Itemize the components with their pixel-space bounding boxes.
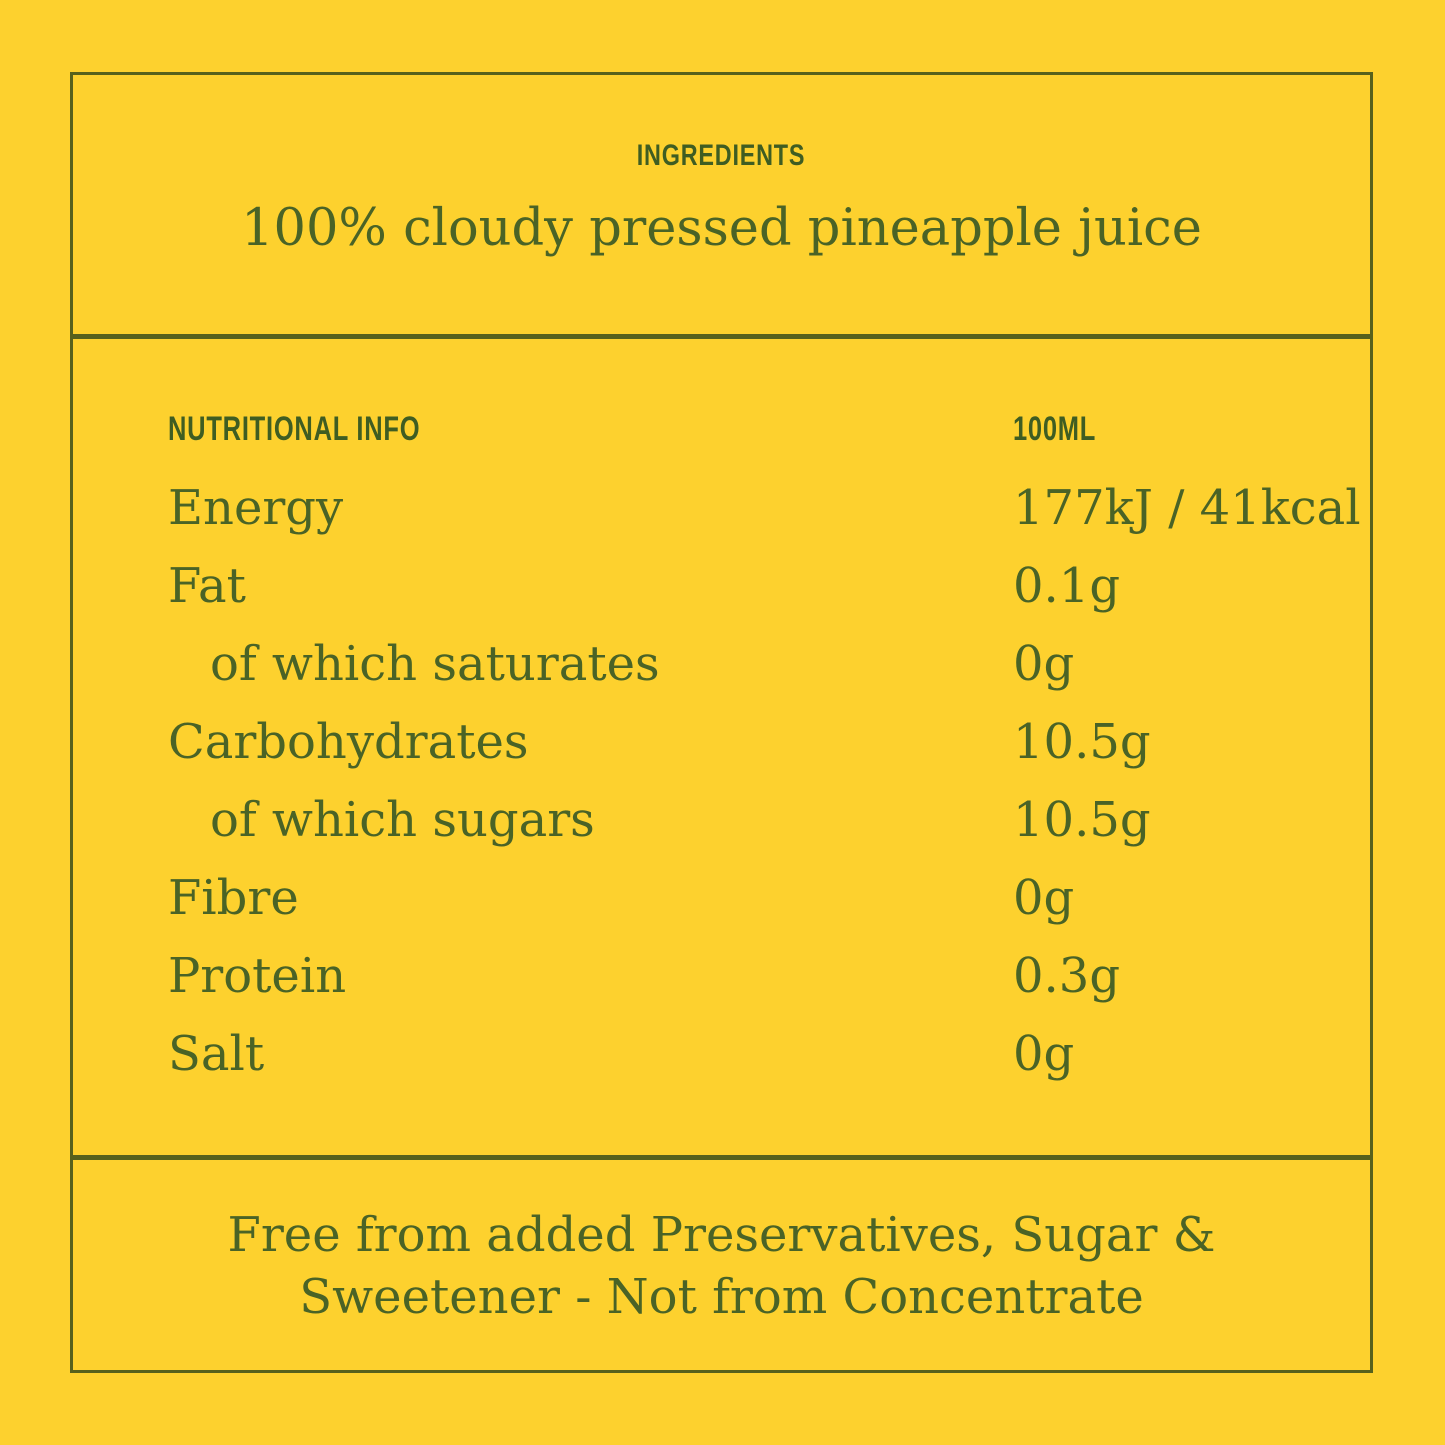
row-value: 0g — [1013, 1026, 1075, 1082]
table-row-salt — [168, 1015, 1330, 1093]
nutrition-rows — [168, 469, 1361, 1093]
table-row-energy — [168, 469, 1361, 547]
footer-section — [73, 1160, 1370, 1370]
ingredients-section — [73, 75, 1370, 334]
row-value: 177kJ / 41kcal — [1013, 480, 1361, 536]
nutrition-info-heading: NUTRITIONAL INFO — [168, 410, 421, 448]
row-label: of which sugars — [210, 792, 595, 848]
row-label: of which saturates — [210, 636, 660, 692]
footer-line1: Free from added Preservatives, Sugar & — [227, 1207, 1216, 1263]
row-label: Carbohydrates — [168, 714, 529, 770]
ingredients-text: 100% cloudy pressed pineapple juice — [241, 199, 1202, 258]
nutrition-table-header — [168, 411, 1330, 447]
row-label: Salt — [168, 1026, 265, 1082]
row-value: 0.1g — [1013, 558, 1121, 614]
row-value: 10.5g — [1013, 714, 1151, 770]
row-value: 0.3g — [1013, 948, 1121, 1004]
row-label: Fibre — [168, 870, 299, 926]
table-row-fibre — [168, 859, 1330, 937]
row-value: 0g — [1013, 870, 1075, 926]
table-row-carbohydrates — [168, 703, 1330, 781]
table-row-sugars — [168, 781, 1330, 859]
nutrition-section — [73, 339, 1370, 1155]
table-row-fat — [168, 547, 1330, 625]
table-row-saturates — [168, 625, 1330, 703]
ingredients-title-text: INGREDIENTS — [637, 139, 806, 172]
ingredients-title — [73, 75, 1370, 171]
row-label: Protein — [168, 948, 347, 1004]
row-value: 0g — [1013, 636, 1075, 692]
per-100ml-heading: 100ML — [1013, 410, 1097, 448]
row-value: 10.5g — [1013, 792, 1151, 848]
table-row-protein — [168, 937, 1330, 1015]
row-label: Energy — [168, 480, 344, 536]
nutrition-label — [70, 72, 1373, 1373]
footer-line2: Sweetener - Not from Concentrate — [299, 1269, 1144, 1325]
row-label: Fat — [168, 558, 246, 614]
